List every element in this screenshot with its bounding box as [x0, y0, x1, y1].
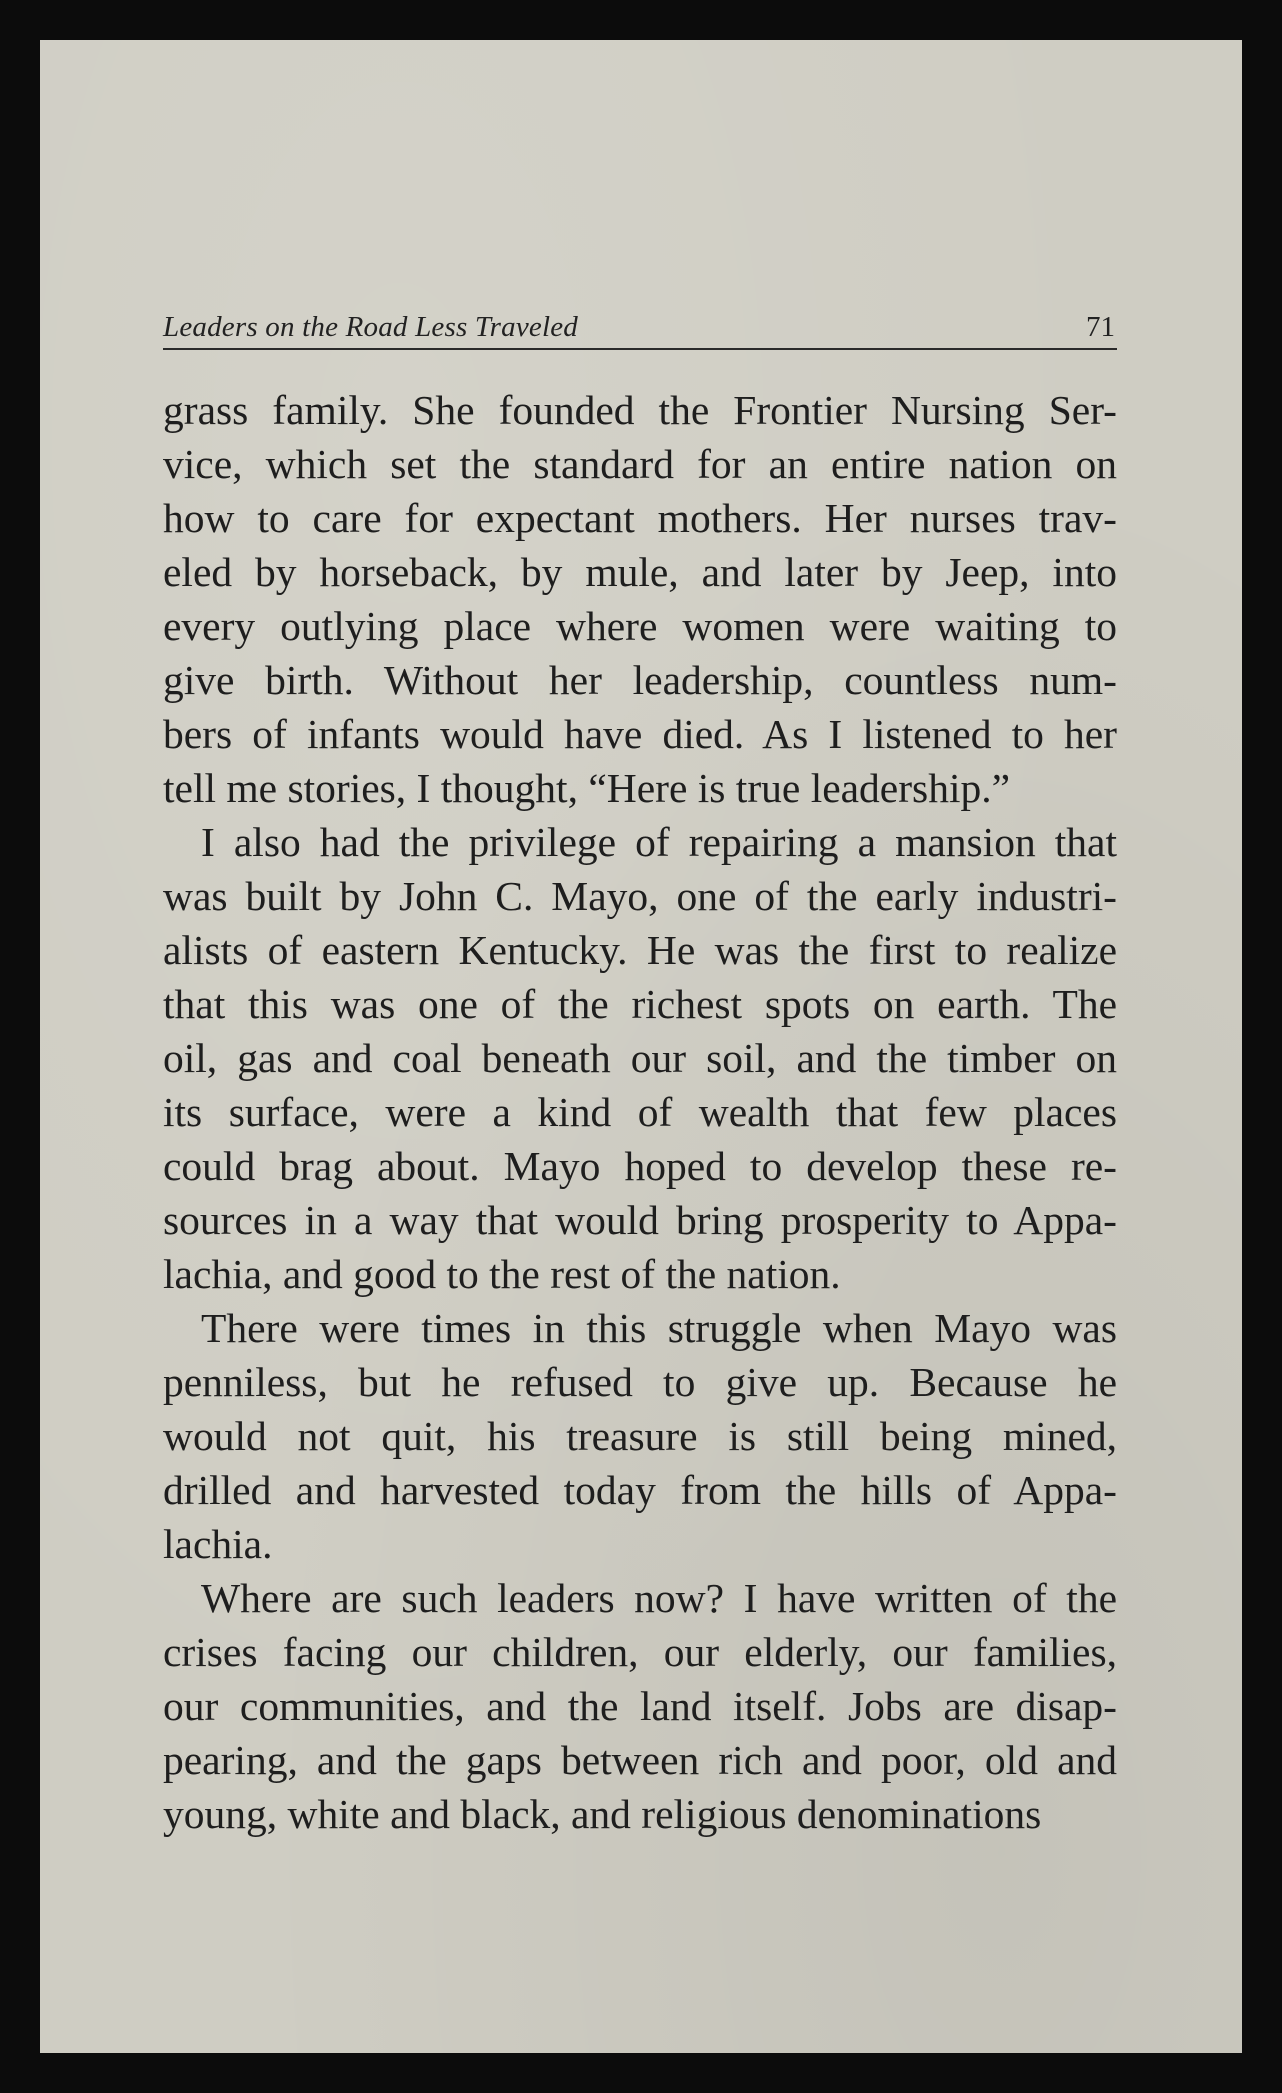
text-line: Where are such leaders now? I have written of the	[201, 1575, 1117, 1621]
text-line: was built by John C. Mayo, one of the early industri-	[163, 873, 1117, 919]
text-line: could brag about. Mayo hoped to develop these re-	[163, 1143, 1117, 1189]
text-line: bers of infants would have died. As I listened to her	[163, 711, 1117, 757]
body-text	[163, 383, 1117, 1841]
paragraph	[163, 815, 1117, 1301]
paragraph	[163, 1571, 1117, 1841]
text-line: sources in a way that would bring prosperity to Appa-	[163, 1197, 1117, 1243]
text-line: lachia, and good to the rest of the nation.	[163, 1251, 841, 1297]
running-head-title: Leaders on the Road Less Traveled	[163, 311, 578, 343]
text-line: every outlying place where women were waiting to	[163, 603, 1117, 649]
text-line: tell me stories, I thought, “Here is true leadership.”	[163, 765, 1011, 811]
text-line: that this was one of the richest spots on earth. The	[163, 981, 1117, 1027]
text-line: lachia.	[163, 1521, 273, 1567]
page-number: 71	[1086, 311, 1115, 343]
text-line: our communities, and the land itself. Jobs are disap-	[163, 1683, 1117, 1729]
text-line: pearing, and the gaps between rich and poor, old and	[163, 1737, 1117, 1783]
text-line: drilled and harvested today from the hills of Appa-	[163, 1467, 1117, 1513]
text-line: its surface, were a kind of wealth that few places	[163, 1089, 1117, 1135]
text-line: There were times in this struggle when Mayo was	[201, 1305, 1117, 1351]
paragraph	[163, 383, 1117, 815]
text-line: give birth. Without her leadership, countless num-	[163, 657, 1117, 703]
running-head	[163, 308, 1117, 350]
text-line: how to care for expectant mothers. Her nurses trav-	[163, 495, 1117, 541]
text-line: young, white and black, and religious denominations	[163, 1791, 1042, 1837]
text-line: eled by horseback, by mule, and later by Jeep, into	[163, 549, 1117, 595]
text-line: grass family. She founded the Frontier Nursing Ser-	[163, 387, 1117, 433]
text-line: alists of eastern Kentucky. He was the first to realize	[163, 927, 1117, 973]
text-line: oil, gas and coal beneath our soil, and the timber on	[163, 1035, 1117, 1081]
text-line: vice, which set the standard for an entire nation on	[163, 441, 1117, 487]
text-line: crises facing our children, our elderly, our families,	[163, 1629, 1117, 1675]
paragraph	[163, 1301, 1117, 1571]
text-line: would not quit, his treasure is still being mined,	[163, 1413, 1117, 1459]
book-page	[40, 40, 1242, 2053]
text-line: penniless, but he refused to give up. Because he	[163, 1359, 1117, 1405]
text-line: I also had the privilege of repairing a mansion that	[201, 819, 1117, 865]
